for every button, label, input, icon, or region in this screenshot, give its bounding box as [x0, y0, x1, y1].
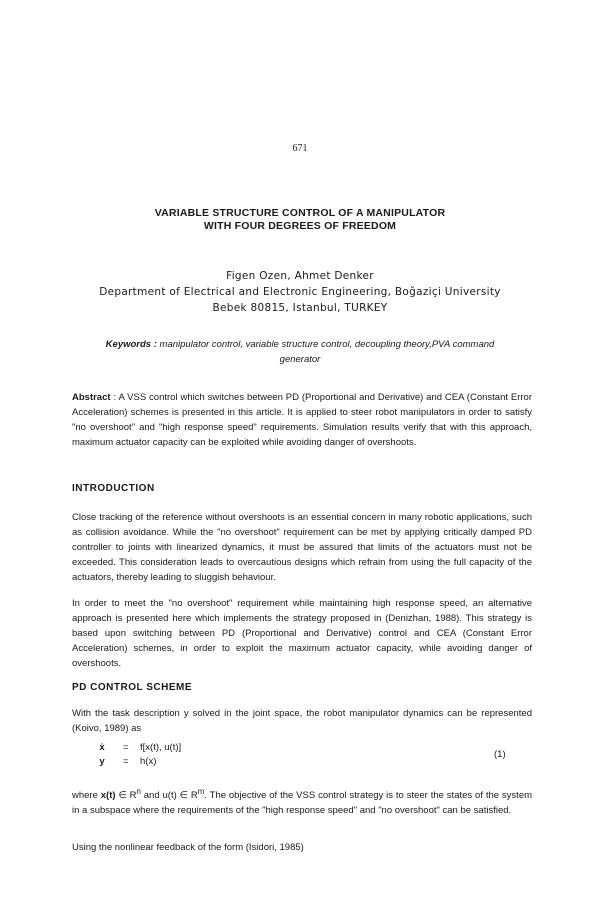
abstract-text: A VSS control which switches between PD (Proportional and Derivative) and CEA (Constant Error Acceleration) schemes is presented in this article. It is applied to steer robot manipulators in order to satisfy "no overshoot" and "high response speed" requirements. Simulation results verify that with this approach, maximum actuator capacity can be exploited while avoiding danger of overshoots. — [72, 392, 532, 448]
pd-paragraph-2 — [72, 784, 532, 818]
author-address: Bebek 80815, Istanbul, TURKEY — [212, 302, 388, 314]
equation-number: (1) — [494, 749, 506, 760]
objective-text: . The objective of the VSS control strategy is to steer the states of the system in a subspace where the requirements of the "high response speed" and "no overshoot" can be satisfied. — [72, 790, 533, 817]
author-names: Figen Ozen, Ahmet Denker — [226, 270, 374, 282]
input-symbol: u(t) — [162, 790, 177, 802]
equation-rhs-2: h(x) — [140, 756, 157, 767]
equation-rhs-1: f[x(t), u(t)] — [140, 742, 182, 753]
abstract — [72, 390, 532, 450]
paper-title-line-2: WITH FOUR DEGREES OF FREEDOM — [203, 220, 397, 232]
keywords-text: manipulator control, variable structure control, decoupling theory,PVA command generator — [159, 339, 495, 365]
paper-title-line-1: VARIABLE STRUCTURE CONTROL OF A MANIPULATOR — [154, 207, 446, 219]
exponent-n: n — [136, 787, 141, 796]
introduction-paragraph-1: Close tracking of the reference without overshoots is an essential concern in many robotic applications, such as collision avoidance. While the "no overshoot" requirement can be met by applying critically damped PD controller to joints with linearized dynamics, it must be assured that limits of the actuators must not be exceeded. This consideration leads to overcautious designs which refrain from using the full capacity of the actuators, thereby leading to sluggish behaviour. — [72, 512, 532, 583]
state-symbol: x(t) — [100, 790, 116, 802]
equation-lhs-y: y — [99, 756, 105, 767]
membership-text-2: ∈ R — [179, 790, 198, 802]
exponent-m: m — [197, 787, 205, 796]
section-heading-introduction: INTRODUCTION — [72, 483, 155, 494]
keywords-label: Keywords : — [105, 339, 157, 350]
page-number: 671 — [292, 143, 308, 154]
abstract-label: Abstract — [72, 392, 111, 403]
pd-paragraph-1: With the task description y solved in the joint space, the robot manipulator dynamics can be represented (Koivo, 1989) as — [72, 708, 532, 734]
where-text: where — [72, 790, 98, 802]
pd-paragraph-3: Using the nonlinear feedback of the form (Isidori, 1985) — [72, 842, 304, 853]
equation-equals-2: = — [123, 756, 129, 767]
author-affiliation: Department of Electrical and Electronic Engineering, Boğaziçi University — [99, 286, 501, 298]
section-heading-pd-control: PD CONTROL SCHEME — [72, 682, 192, 693]
introduction-paragraph-2: In order to meet the "no overshoot" requirement while maintaining high response speed, an alternative approach is presented here which implements the strategy proposed in (Denizhan, 1988). This strategy is based upon switching between PD (Proportional and Derivative) control and CEA (Constant Error Acceleration) schemes, in order to exploit the maximum actuator capacity, while avoiding danger of overshoots. — [72, 598, 532, 669]
abstract-separator: : — [113, 392, 117, 403]
membership-text-1: ∈ R — [118, 790, 137, 802]
equation-lhs-xdot: ẋ — [99, 742, 105, 753]
and-text: and — [143, 790, 160, 802]
equation-equals-1: = — [123, 742, 129, 753]
keywords — [100, 337, 500, 367]
